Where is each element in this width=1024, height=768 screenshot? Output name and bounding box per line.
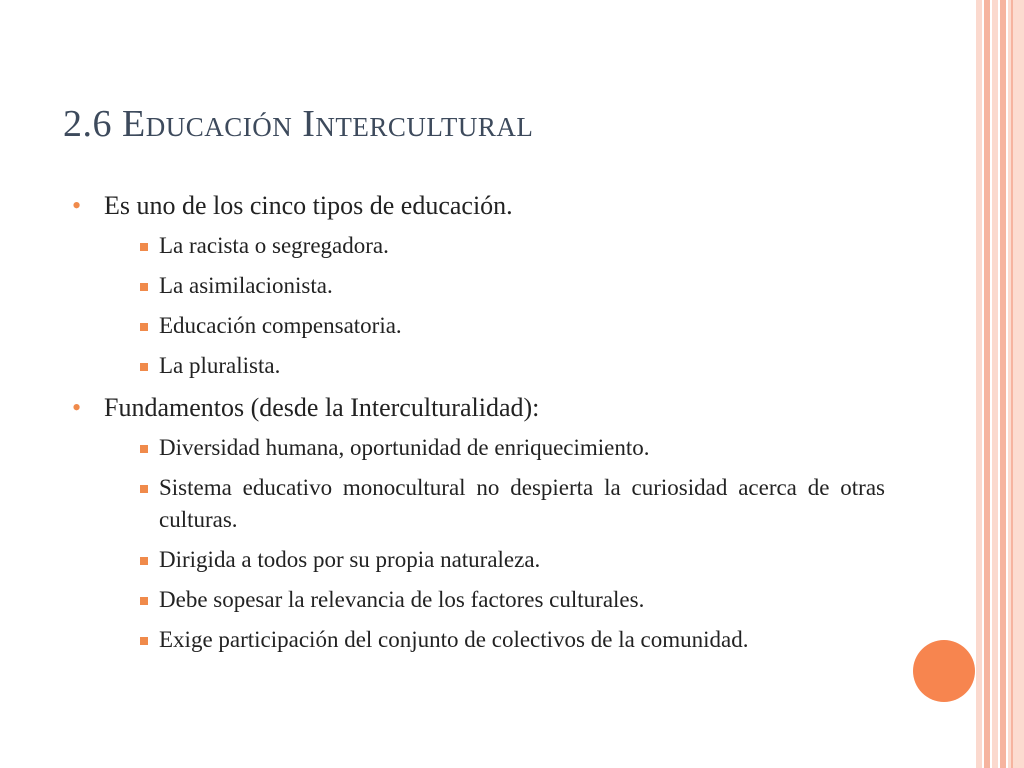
sublist-2 xyxy=(140,432,885,656)
list-item xyxy=(140,230,885,262)
list-item-text: Educación compensatoria. xyxy=(159,313,402,338)
list-item xyxy=(140,270,885,302)
list-item xyxy=(140,624,885,656)
list-item-text: Sistema educativo monocultural no despierta la curiosidad acerca de otras culturas. xyxy=(159,475,885,532)
sublist-1 xyxy=(140,230,885,382)
bullet-heading-1 xyxy=(70,188,885,224)
list-item-text: La asimilacionista. xyxy=(159,273,333,298)
square-bullet-icon xyxy=(140,323,148,331)
bullet-heading-text: Es uno de los cinco tipos de educación. xyxy=(104,191,513,220)
round-bullet-icon: • xyxy=(72,191,82,220)
decorative-stripe xyxy=(976,0,982,768)
square-bullet-icon xyxy=(140,363,148,371)
decorative-stripe xyxy=(984,0,990,768)
list-item xyxy=(140,432,885,464)
list-item-text: Exige participación del conjunto de colectivos de la comunidad. xyxy=(159,627,749,652)
decorative-stripe xyxy=(1000,0,1006,768)
decorative-stripe xyxy=(992,0,998,768)
list-item-text: Dirigida a todos por su propia naturaleza. xyxy=(159,547,541,572)
square-bullet-icon xyxy=(140,637,148,645)
square-bullet-icon xyxy=(140,597,148,605)
list-item xyxy=(140,544,885,576)
slide-title xyxy=(63,102,533,146)
square-bullet-icon xyxy=(140,485,148,493)
title-prefix: 2.6 xyxy=(63,103,122,145)
square-bullet-icon xyxy=(140,243,148,251)
list-item xyxy=(140,472,885,536)
square-bullet-icon xyxy=(140,283,148,291)
bullet-heading-2 xyxy=(70,390,885,426)
list-item-text: La pluralista. xyxy=(159,353,281,378)
list-item-text: Debe sopesar la relevancia de los factores culturales. xyxy=(159,587,645,612)
list-item-text: Diversidad humana, oportunidad de enriquecimiento. xyxy=(159,435,650,460)
decorative-stripe xyxy=(1011,0,1013,768)
list-item xyxy=(140,310,885,342)
round-bullet-icon: • xyxy=(72,393,82,422)
title-main: Educación Intercultural xyxy=(122,103,534,145)
square-bullet-icon xyxy=(140,445,148,453)
list-item xyxy=(140,350,885,382)
bullet-heading-text: Fundamentos (desde la Interculturalidad): xyxy=(104,393,540,422)
list-item xyxy=(140,584,885,616)
list-item-text: La racista o segregadora. xyxy=(159,233,389,258)
square-bullet-icon xyxy=(140,557,148,565)
decorative-circle-icon xyxy=(913,640,975,702)
slide-content xyxy=(70,188,885,664)
